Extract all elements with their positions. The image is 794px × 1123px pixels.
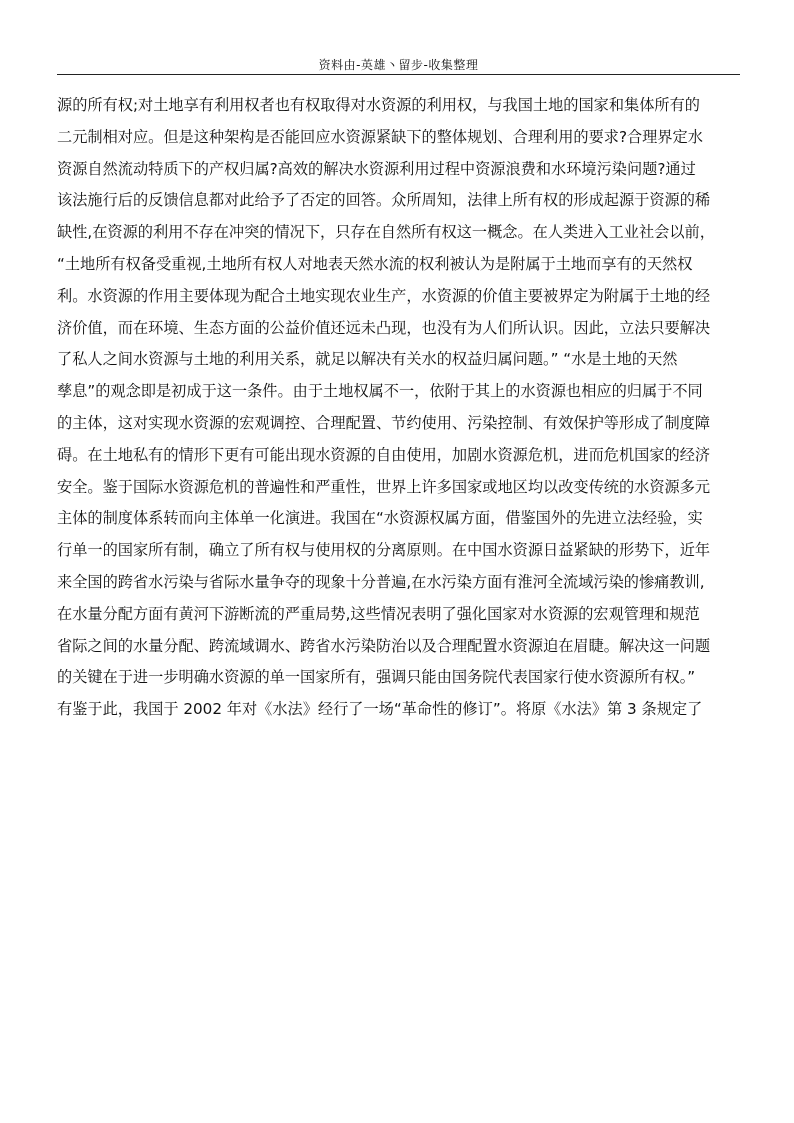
text-line: 利。水资源的作用主要体现为配合土地实现农业生产，水资源的价值主要被界定为附属于土地的经 [57,286,711,305]
text-line: 的关键在于进一步明确水资源的单一国家所有，强调只能由国务院代表国家行使水资源所有权。” [57,668,696,687]
text-line: 济价值，而在环境、生态方面的公益价值还远未凸现，也没有为人们所认识。因此，立法只要解决 [57,318,711,337]
text-line: 行单一的国家所有制，确立了所有权与使用权的分离原则。在中国水资源日益紧缺的形势下，近年 [57,541,711,560]
text-line: 主体的制度体系转而向主体单一化演进。我国在“水资源权属方面，借鉴国外的先进立法经验，实 [57,509,703,528]
text-line: 缺性,在资源的利用不存在冲突的情况下，只存在自然所有权这一概念。在人类进入工业社会以前， [57,223,715,242]
text-line: 有鉴于此，我国于 2002 年对《水法》经行了一场“革命性的修订”。将原《水法》第 3 条规定了 [57,700,703,719]
document-body [57,90,757,726]
text-line: 二元制相对应。但是这种架构是否能回应水资源紧缺下的整体规划、合理利用的要求?合理界定水 [57,127,703,146]
text-line: 资源自然流动特质下的产权归属?高效的解决水资源利用过程中资源浪费和水环境污染问题?通过 [57,159,696,178]
text-line: 源的所有权;对土地享有利用权者也有权取得对水资源的利用权，与我国土地的国家和集体所有的 [57,96,700,114]
page-header: 资料由-英雄丶留步-收集整理 [318,58,479,72]
text-line: 该法施行后的反馈信息都对此给予了否定的回答。众所周知，法律上所有权的形成起源于资源的稀 [57,191,711,210]
text-line: 安全。鉴于国际水资源危机的普遍性和严重性，世界上许多国家或地区均以改变传统的水资源多元 [57,477,711,496]
header-divider [57,74,740,75]
text-line: 了私人之间水资源与土地的利用关系，就足以解决有关水的权益归属问题。” “水是土地的天然 [57,350,678,369]
text-line: 来全国的跨省水污染与省际水量争夺的现象十分普遍,在水污染方面有淮河全流域污染的惨痛教训, [57,572,705,591]
text-line: 在水量分配方面有黄河下游断流的严重局势,这些情况表明了强化国家对水资源的宏观管理和规范 [57,604,700,623]
text-line: 省际之间的水量分配、跨流域调水、跨省水污染防治以及合理配置水资源迫在眉睫。解决这一问题 [57,636,711,655]
text-line: 的主体，这对实现水资源的宏观调控、合理配置、节约使用、污染控制、有效保护等形成了制度障 [57,413,711,432]
text-line: “土地所有权备受重视,土地所有权人对地表天然水流的权利被认为是附属于土地而享有的天然权 [57,254,693,273]
text-line: 孳息”的观念即是初成于这一条件。由于土地权属不一，依附于其上的水资源也相应的归属于不同 [57,382,703,401]
text-line: 碍。在土地私有的情形下更有可能出现水资源的自由使用，加剧水资源危机，进而危机国家的经济 [57,445,711,464]
